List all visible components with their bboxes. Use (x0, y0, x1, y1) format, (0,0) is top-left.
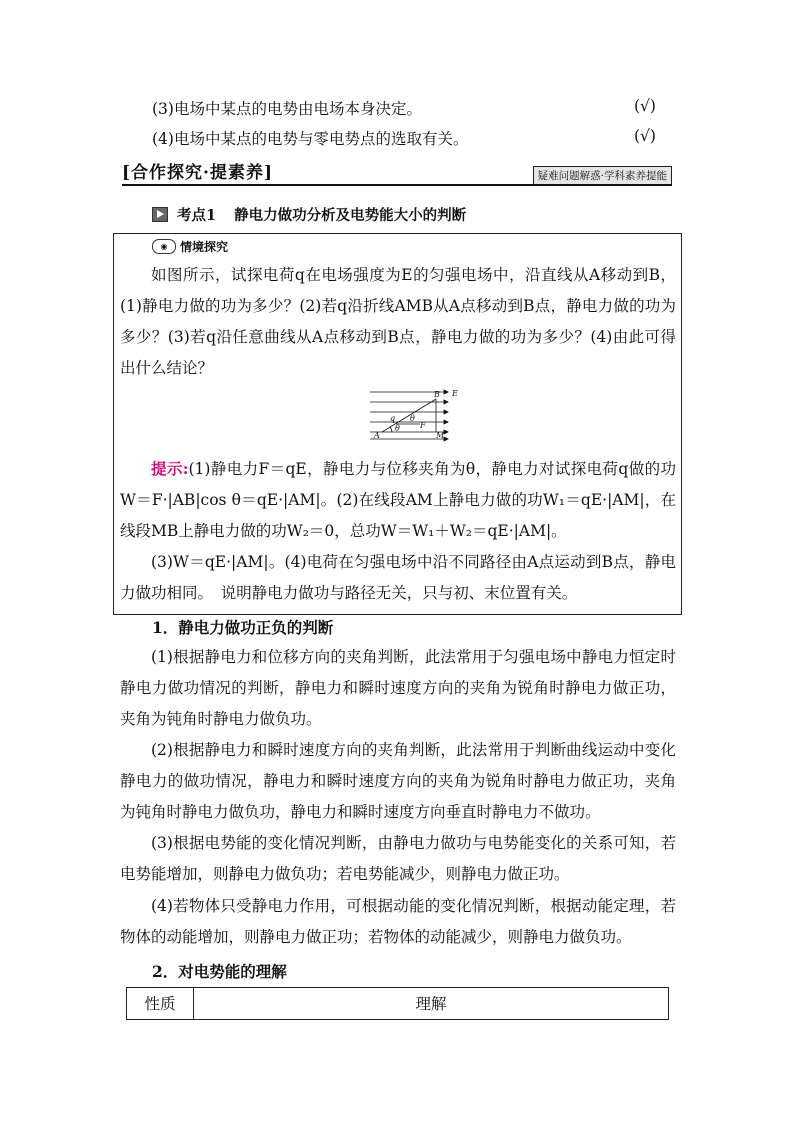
label-e: E (452, 389, 458, 398)
label-theta-1: θ (410, 414, 415, 423)
hint-text: (1)静电力F＝qE，静电力与位移夹角为θ，静电力对试探电荷q做的功W＝F·|AB|cos θ＝qE·|AM|。(2)在线段AM上静电力做的功W₁＝qE·|AM|，在线段MB上静电力做的功W₂＝0，总功W＝W₁＋W₂＝qE·|AM|。 (120, 460, 676, 540)
label-theta-2: θ (395, 424, 400, 433)
electric-field-diagram (368, 387, 466, 445)
section1-title: 1．静电力做功正负的判断 (152, 618, 334, 637)
section-header (122, 158, 672, 186)
label-q: q (390, 414, 396, 423)
table-header-understanding: 理解 (415, 995, 447, 1013)
scenario-question: 如图所示，试探电荷q在电场强度为E的匀强电场中，沿直线从A移动到B，(1)静电力做的功为多少？(2)若q沿折线AMB从A点移动到B点，静电力做的功为多少？(3)若q沿任意曲线从A点移动到B点，静电力做的功为多少？(4)由此可得出什么结论？ (120, 266, 676, 377)
hint-label: 提示: (151, 459, 189, 478)
play-icon (152, 207, 168, 222)
section1-item-1: (1)根据静电力和位移方向的夹角判断，此法常用于匀强电场中静电力恒定时静电力做功情况的判断，静电力和瞬时速度方向的夹角为锐角时静电力做正功，夹角为钝角时静电力做负功。 (120, 648, 676, 728)
label-a: A (374, 431, 380, 440)
label-b: B (434, 390, 440, 399)
statement-3-mark: (√) (634, 97, 656, 115)
topic-heading (152, 204, 466, 225)
label-m: M (436, 431, 445, 440)
scenario-badge-label: 情境探究 (180, 240, 229, 254)
statement-3: (3)电场中某点的电势由电场本身决定。 (152, 100, 422, 118)
section-title: [合作探究·提素养] (122, 163, 274, 183)
section1-item-4: (4)若物体只受静电力作用，可根据动能的变化情况判断，根据动能定理，若物体的动能增加，则静电力做正功；若物体的动能减少，则静电力做负功。 (120, 897, 676, 946)
topic-number: 考点1 (177, 207, 217, 224)
statement-4-mark: (√) (634, 127, 656, 145)
section-rule (122, 184, 672, 186)
scenario-hint (120, 453, 676, 547)
table-header-property: 性质 (144, 995, 176, 1013)
properties-table (126, 987, 669, 1020)
section1-item-2: (2)根据静电力和瞬时速度方向的夹角判断，此法常用于判断曲线运动中变化静电力的做功情况，静电力和瞬时速度方向的夹角为锐角时静电力做正功，夹角为钝角时静电力做负功，静电力和瞬时速度方向垂直时静电力不做功。 (120, 741, 676, 821)
statement-4: (4)电场中某点的电势与零电势点的选取有关。 (152, 130, 469, 148)
topic-title: 静电力做功分析及电势能大小的判断 (234, 207, 467, 224)
section1-item-3: (3)根据电势能的变化情况判断，由静电力做功与电势能变化的关系可知，若电势能增加，则静电力做负功；若电势能减少，则静电力做正功。 (120, 834, 676, 883)
section-tag: 疑难问题解惑·学科素养提能 (533, 166, 672, 185)
eye-icon: ◉ (152, 239, 176, 254)
scenario-hint-2: (3)W＝qE·|AM|。(4)电荷在匀强电场中沿不同路径由A点运动到B点，静电力做功相同。 说明静电力做功与路径无关，只与初、末位置有关。 (120, 553, 676, 602)
section2-title: 2．对电势能的理解 (152, 962, 287, 981)
label-f: F (420, 421, 426, 430)
scenario-badge (152, 238, 228, 255)
